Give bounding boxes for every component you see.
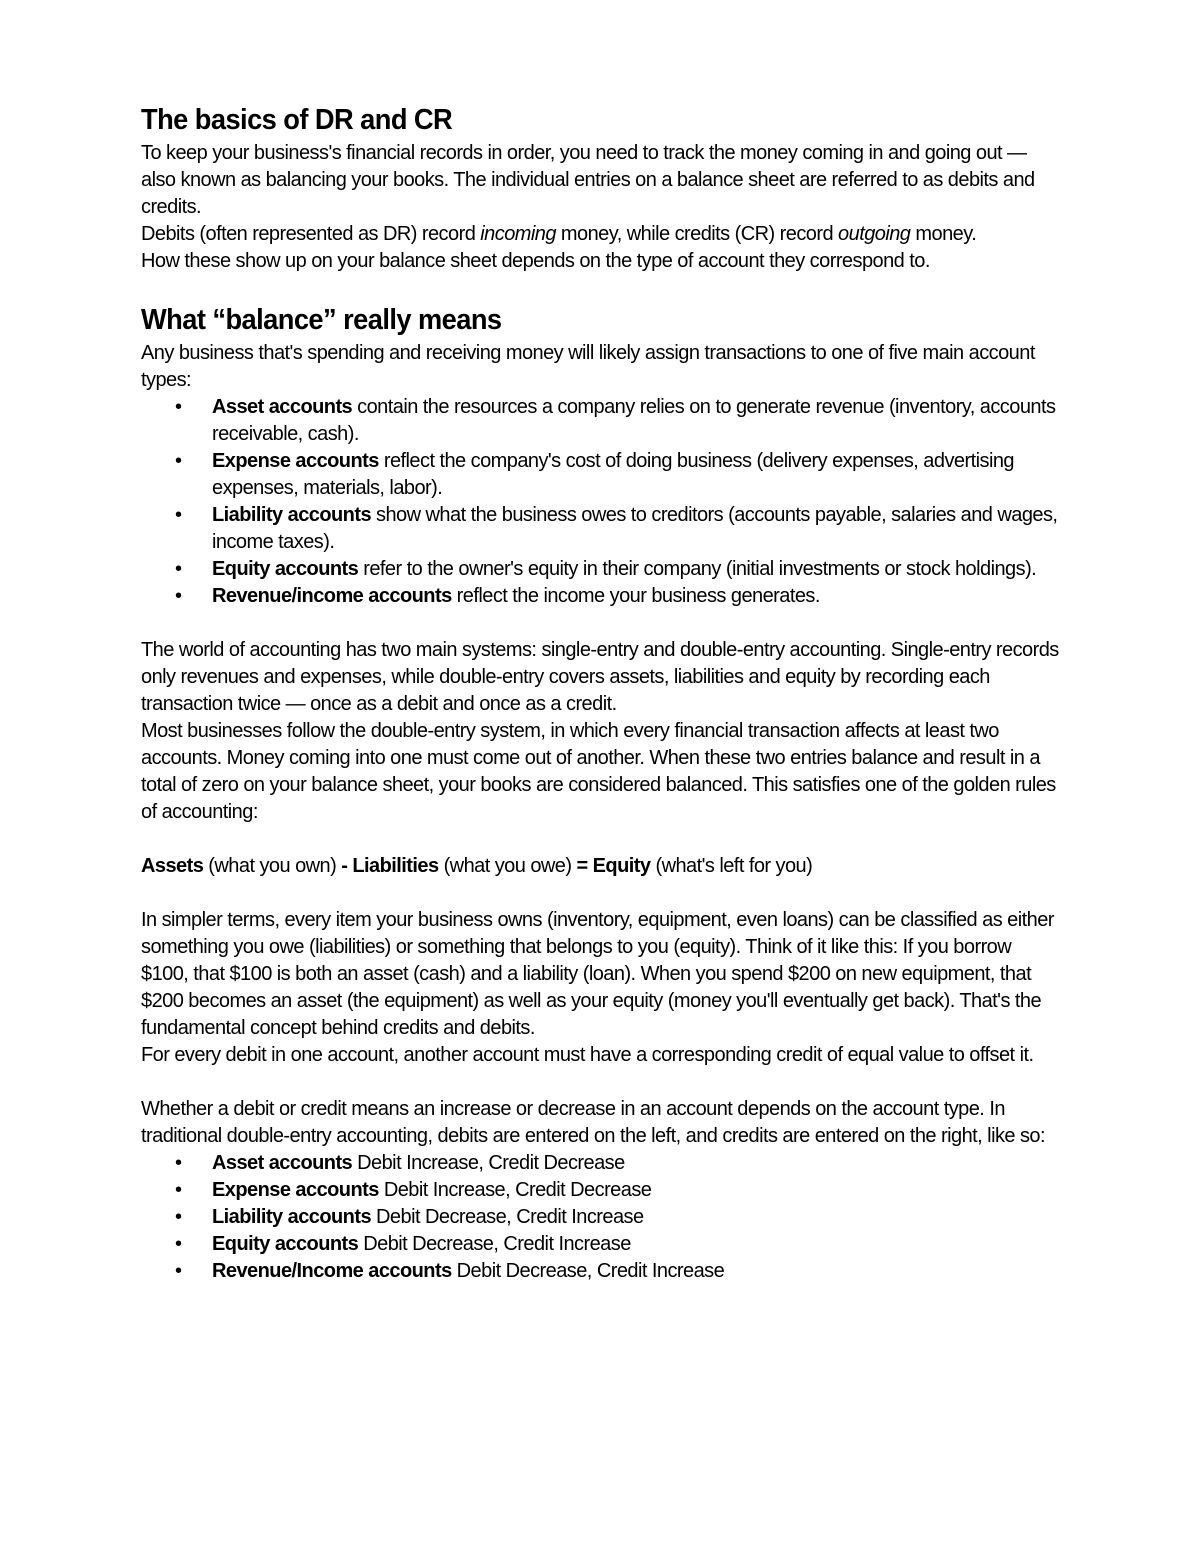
list-item-term: Liability accounts — [212, 1206, 372, 1228]
list-item-text: contain the resources a company relies on to generate revenue (inventory, accounts receivable, cash). — [212, 396, 1056, 445]
bullet-icon: • — [175, 1233, 182, 1255]
list-item-text: Debit Decrease, Credit Increase — [358, 1233, 631, 1255]
list-item — [141, 1177, 1061, 1204]
list-item-term: Asset accounts — [212, 1152, 353, 1174]
list-item — [141, 1258, 1061, 1285]
text-run: money, while credits (CR) record — [555, 223, 839, 245]
paragraph-accounting-systems: The world of accounting has two main systems: single-entry and double-entry accounting. Single-entry records only revenues and expenses, while double-entry covers assets, liabilities and equity by recording each transaction twice — once as a debit and once as a credit. — [141, 639, 1059, 715]
list-item-term: Asset accounts — [212, 396, 353, 418]
equation-liabilities: - Liabilities — [341, 855, 439, 877]
account-types-list — [141, 394, 1061, 610]
list-item-text: refer to the owner's equity in their company (initial investments or stock holdings). — [358, 558, 1037, 580]
list-item-term: Equity accounts — [212, 558, 359, 580]
accounting-equation — [141, 853, 1061, 880]
list-item-term: Expense accounts — [212, 1179, 379, 1201]
list-item — [141, 1150, 1061, 1177]
text-run: money. — [910, 223, 977, 245]
bullet-icon: • — [175, 504, 182, 526]
paragraph-how-these-show: How these show up on your balance sheet depends on the type of account they correspond to. — [141, 250, 930, 272]
spacer — [141, 880, 1061, 907]
section-title-balance: What “balance” really means — [141, 304, 502, 336]
paragraph-every-debit: For every debit in one account, another account must have a corresponding credit of equal value to offset it. — [141, 1044, 1034, 1066]
bullet-icon: • — [175, 558, 182, 580]
equation-equity-note: (what's left for you) — [650, 855, 813, 877]
spacer — [141, 275, 1061, 300]
spacer — [141, 1069, 1061, 1096]
list-item — [141, 583, 1061, 610]
bullet-icon: • — [175, 396, 182, 418]
list-item — [141, 448, 1061, 502]
paragraph-double-entry: Most businesses follow the double-entry system, in which every financial transaction affects at least two accounts. Money coming into one must come out of another. When these two entries balance and result in a total of zero on your balance sheet, your books are considered balanced. This satisfies one of the golden rules of accounting: — [141, 720, 1056, 823]
list-item — [141, 1231, 1061, 1258]
bullet-icon: • — [175, 450, 182, 472]
section-title-basics: The basics of DR and CR — [141, 104, 453, 136]
list-item — [141, 394, 1061, 448]
debit-credit-rules-list — [141, 1150, 1061, 1285]
list-item-text: Debit Increase, Credit Decrease — [378, 1179, 652, 1201]
bullet-icon: • — [175, 1206, 182, 1228]
equation-assets-note: (what you own) — [203, 855, 342, 877]
spacer — [141, 610, 1061, 637]
paragraph-simpler-terms: In simpler terms, every item your business owns (inventory, equipment, even loans) can be classified as either something you owe (liabilities) or something that belongs to you (equity). Think of it like this: If you borrow $100, that $100 is both an asset (cash) and a liability (loan). When you spend $200 on new equipment, that $200 becomes an asset (the equipment) as well as your equity (money you'll eventually get back). That's the fundamental concept behind credits and debits. — [141, 909, 1054, 1039]
bullet-icon: • — [175, 1260, 182, 1282]
text-run: Debits (often represented as DR) record — [141, 223, 481, 245]
list-item-text: Debit Decrease, Credit Increase — [371, 1206, 644, 1228]
list-item-text: reflect the income your business generates. — [451, 585, 820, 607]
list-item — [141, 1204, 1061, 1231]
paragraph-debits-credits — [141, 221, 1061, 248]
list-item-term: Equity accounts — [212, 1233, 359, 1255]
list-item-term: Revenue/income accounts — [212, 585, 452, 607]
equation-liabilities-note: (what you owe) — [438, 855, 577, 877]
paragraph-increase-decrease: Whether a debit or credit means an increase or decrease in an account depends on the account type. In traditional double-entry accounting, debits are entered on the left, and credits are entered on the right, like so: — [141, 1098, 1046, 1147]
bullet-icon: • — [175, 1152, 182, 1174]
emphasis-outgoing: outgoing — [838, 223, 911, 245]
list-item-term: Liability accounts — [212, 504, 372, 526]
bullet-icon: • — [175, 585, 182, 607]
list-item-text: show what the business owes to creditors (accounts payable, salaries and wages, income taxes). — [212, 504, 1058, 553]
document-page — [141, 100, 1061, 1285]
bullet-icon: • — [175, 1179, 182, 1201]
paragraph-account-types-intro: Any business that's spending and receiving money will likely assign transactions to one of five main account types: — [141, 342, 1035, 391]
list-item-term: Expense accounts — [212, 450, 379, 472]
paragraph-intro: To keep your business's financial records in order, you need to track the money coming in and going out — also known as balancing your books. The individual entries on a balance sheet are referred to as debits and credits. — [141, 142, 1035, 218]
list-item-text: Debit Increase, Credit Decrease — [352, 1152, 625, 1174]
list-item — [141, 502, 1061, 556]
list-item-term: Revenue/Income accounts — [212, 1260, 452, 1282]
spacer — [141, 826, 1061, 853]
equation-equity: = Equity — [576, 855, 651, 877]
list-item-text: Debit Decrease, Credit Increase — [451, 1260, 725, 1282]
list-item — [141, 556, 1061, 583]
emphasis-incoming: incoming — [480, 223, 556, 245]
equation-assets: Assets — [141, 855, 204, 877]
list-item-text: reflect the company's cost of doing business (delivery expenses, advertising expenses, materials, labor). — [212, 450, 1014, 499]
